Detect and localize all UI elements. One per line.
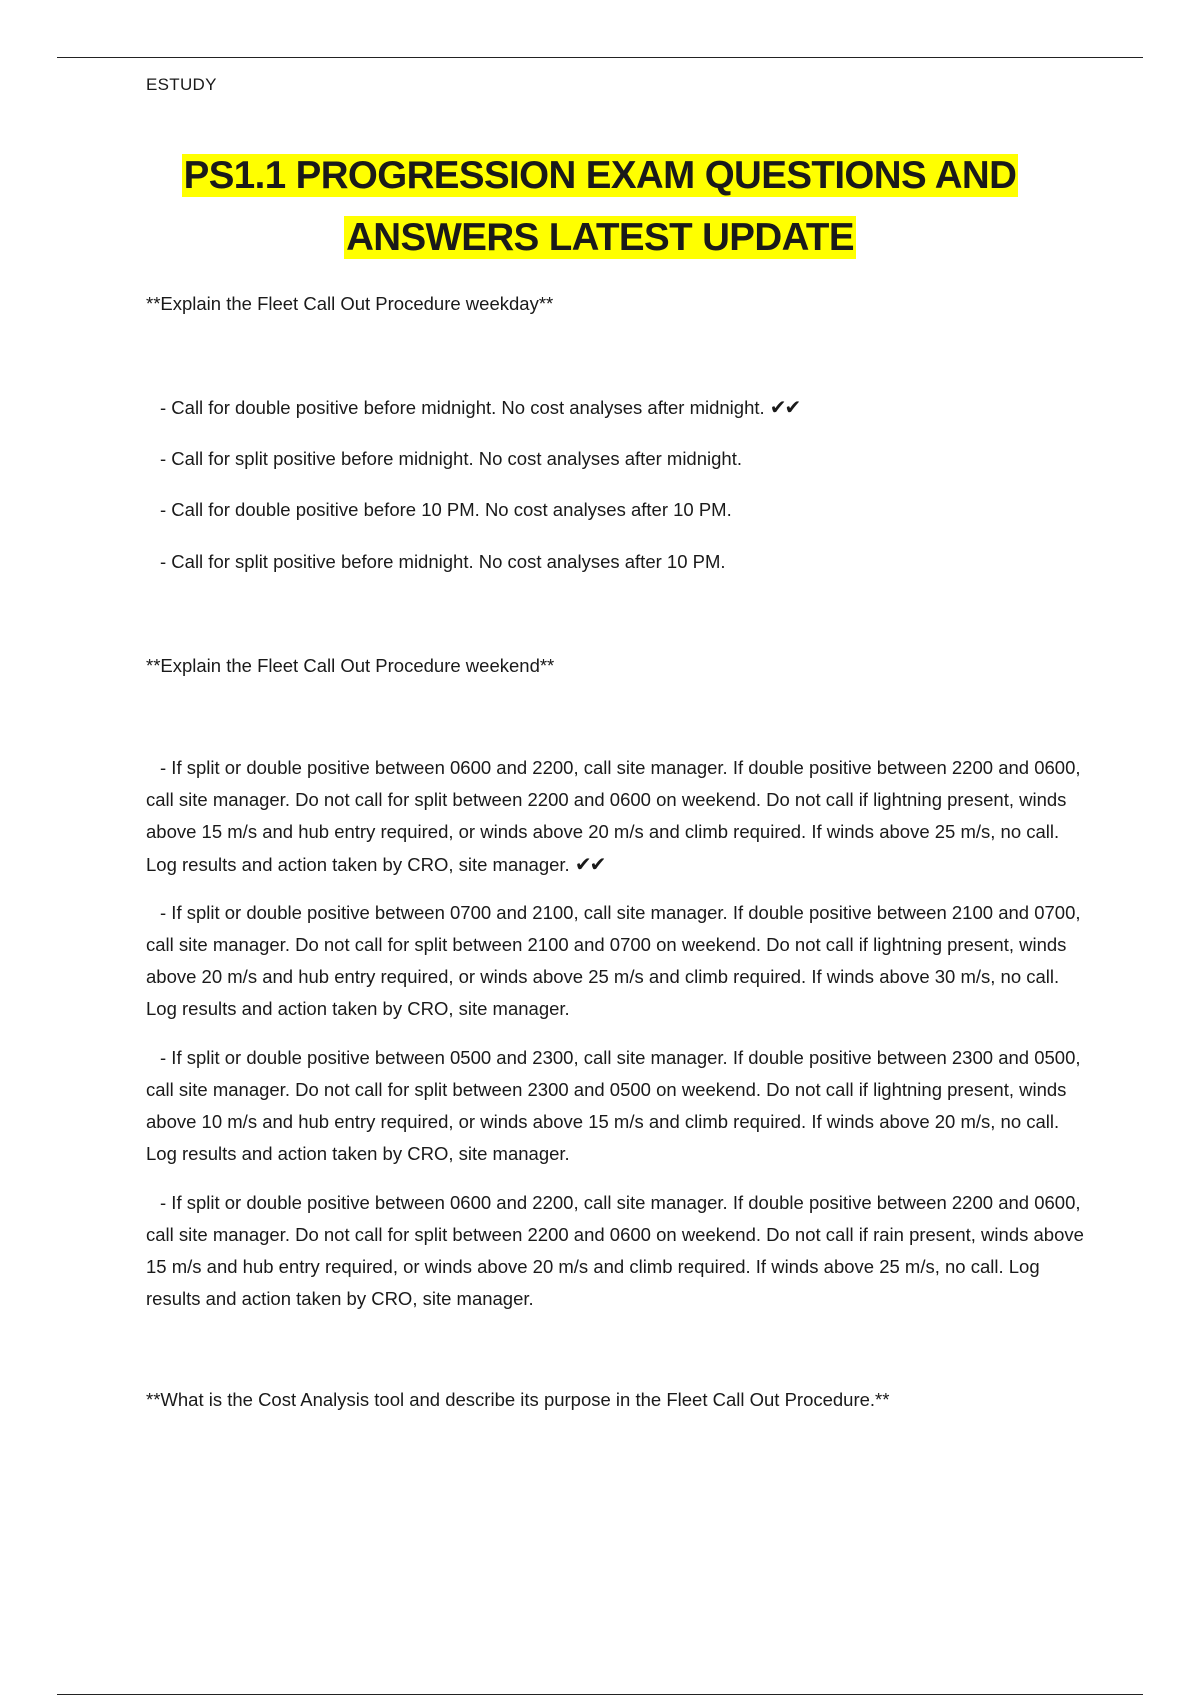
answer-option bbox=[146, 546, 1088, 578]
question-prompt: **Explain the Fleet Call Out Procedure weekend** bbox=[146, 655, 555, 676]
answer-option bbox=[146, 494, 1088, 526]
document-title bbox=[100, 145, 1100, 269]
top-divider bbox=[57, 57, 1143, 58]
question-prompt: **What is the Cost Analysis tool and describe its purpose in the Fleet Call Out Procedure.** bbox=[146, 1389, 890, 1410]
bottom-divider bbox=[57, 1694, 1143, 1695]
answer-text: - Call for split positive before midnight. No cost analyses after midnight. bbox=[160, 448, 742, 469]
answer-text: - If split or double positive between 0700 and 2100, call site manager. If double positive between 2100 and 0700, call site manager. Do not call for split between 2100 and 0700 on weekend. Do not call if lightning present, winds above 20 m/s and hub entry required, or winds above 25 m/s and climb required. If winds above 30 m/s, no call. Log results and action taken by CRO, site manager. bbox=[146, 902, 1081, 1019]
question-prompt: **Explain the Fleet Call Out Procedure weekday** bbox=[146, 293, 554, 314]
title-line-2: ANSWERS LATEST UPDATE bbox=[346, 216, 854, 259]
answer-text: - Call for double positive before 10 PM. No cost analyses after 10 PM. bbox=[160, 499, 732, 520]
answer-text: - If split or double positive between 0600 and 2200, call site manager. If double positive between 2200 and 0600, call site manager. Do not call for split between 2200 and 0600 on weekend. Do not call if lightning present, winds above 15 m/s and hub entry required, or winds above 20 m/s and climb required. If winds above 25 m/s, no call. Log results and action taken by CRO, site manager. bbox=[146, 757, 1081, 875]
answer-option bbox=[146, 752, 1088, 881]
title-line-1: PS1.1 PROGRESSION EXAM QUESTIONS AND bbox=[183, 154, 1017, 197]
answer-option bbox=[146, 391, 1088, 424]
answer-text: - Call for double positive before midnight. No cost analyses after midnight. bbox=[160, 397, 765, 418]
document-header: ESTUDY bbox=[146, 75, 217, 94]
answer-text: - If split or double positive between 0500 and 2300, call site manager. If double positive between 2300 and 0500, call site manager. Do not call for split between 2300 and 0500 on weekend. Do not call if lightning present, winds above 10 m/s and hub entry required, or winds above 15 m/s and climb required. If winds above 20 m/s, no call. Log results and action taken by CRO, site manager. bbox=[146, 1047, 1081, 1164]
answer-option bbox=[146, 1187, 1088, 1315]
correct-check-icon: ✔✔ bbox=[769, 395, 800, 419]
answer-text: - Call for split positive before midnight. No cost analyses after 10 PM. bbox=[160, 551, 726, 572]
answer-option bbox=[146, 443, 1088, 475]
correct-check-icon: ✔✔ bbox=[574, 852, 605, 876]
answer-option bbox=[146, 1042, 1088, 1170]
answer-option bbox=[146, 897, 1088, 1025]
answer-text: - If split or double positive between 0600 and 2200, call site manager. If double positive between 2200 and 0600, call site manager. Do not call for split between 2200 and 0600 on weekend. Do not call if rain present, winds above 15 m/s and hub entry required, or winds above 20 m/s and climb required. If winds above 25 m/s, no call. Log results and action taken by CRO, site manager. bbox=[146, 1192, 1084, 1309]
